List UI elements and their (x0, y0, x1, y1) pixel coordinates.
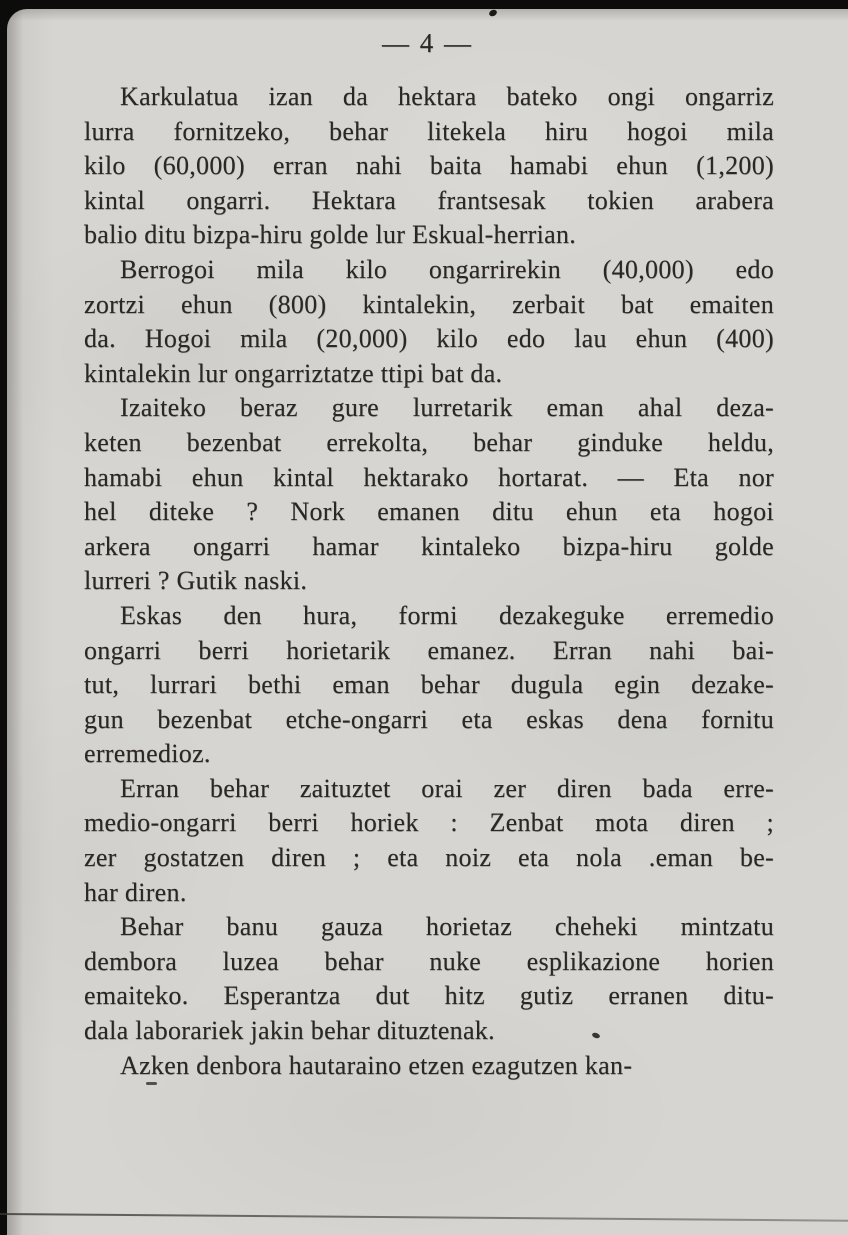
book-page (7, 9, 848, 1235)
text-line-p1-l1: Karkulatua izan da hektara bateko ongi ongarriz (120, 82, 774, 111)
text-line-p4-l4: gun bezenbat etche-ongarri eta eskas dena fornitu (84, 704, 774, 734)
page-number: — 4 — (382, 28, 473, 58)
text-line-p4-l3: tut, lurrari bethi eman behar dugula egin dezake- (84, 670, 774, 700)
text-line-p7-l1: Azken denbora hautaraino etzen ezagutzen kan- (120, 1050, 633, 1080)
text-line-p2-l1: Berrogoi mila kilo ongarrirekin (40,000) edo (120, 254, 774, 284)
text-line-p3-l3: hamabi ehun kintal hektarako hortarat. — Eta nor (84, 462, 774, 492)
text-line-p2-l2: zortzi ehun (800) kintalekin, zerbait bat emaiten (84, 289, 774, 319)
text-line-p1-l2: lurra fornitzeko, behar litekela hiru hogoi mila (84, 116, 774, 146)
text-line-p2-l4: kintalekin lur ongarriztatze ttipi bat da. (84, 358, 503, 388)
page-text-block (84, 80, 774, 1083)
text-line-p3-l2: keten bezenbat errekolta, behar ginduke heldu, (84, 427, 774, 457)
text-line-p5-l1: Erran behar zaituztet orai zer diren bada erre- (120, 773, 774, 803)
text-line-p5-l4: har diren. (84, 877, 187, 907)
text-line-p3-l1: Izaiteko beraz gure lurretarik eman ahal deza- (120, 393, 774, 423)
text-line-p6-l4: dala laborariek jakin behar dituztenak. (84, 1016, 495, 1046)
text-line-p6-l3: emaiteko. Esperantza dut hitz gutiz erranen ditu- (84, 981, 774, 1011)
text-line-p1-l3: kilo (60,000) erran nahi baita hamabi ehun (1,200) (84, 151, 774, 181)
text-line-p6-l2: dembora luzea behar nuke esplikazione horien (84, 946, 774, 976)
text-line-p2-l3: da. Hogoi mila (20,000) kilo edo lau ehun (400) (84, 324, 774, 354)
text-line-p4-l5: erremedioz. (84, 739, 211, 769)
text-line-p6-l1: Behar banu gauza horietaz cheheki mintzatu (120, 912, 774, 942)
text-line-p1-l4: kintal ongarri. Hektara frantsesak tokien arabera (84, 185, 774, 215)
text-line-p3-l4: hel diteke ? Nork emanen ditu ehun eta hogoi (84, 497, 774, 527)
text-line-p1-l5: balio ditu bizpa-hiru golde lur Eskual-herrian. (84, 220, 577, 250)
text-line-p5-l3: zer gostatzen diren ; eta noiz eta nola .eman be- (84, 843, 774, 873)
ink-speck (146, 1082, 157, 1085)
text-line-p3-l5: arkera ongarri hamar kintaleko bizpa-hiru golde (84, 531, 774, 561)
text-line-p3-l6: lurreri ? Gutik naski. (84, 566, 308, 596)
text-line-p5-l2: medio-ongarri berri horiek : Zenbat mota diren ; (84, 808, 774, 838)
text-line-p4-l2: ongarri berri horietarik emanez. Erran nahi bai- (84, 635, 774, 665)
text-line-p4-l1: Eskas den hura, formi dezakeguke erremedio (120, 600, 774, 630)
